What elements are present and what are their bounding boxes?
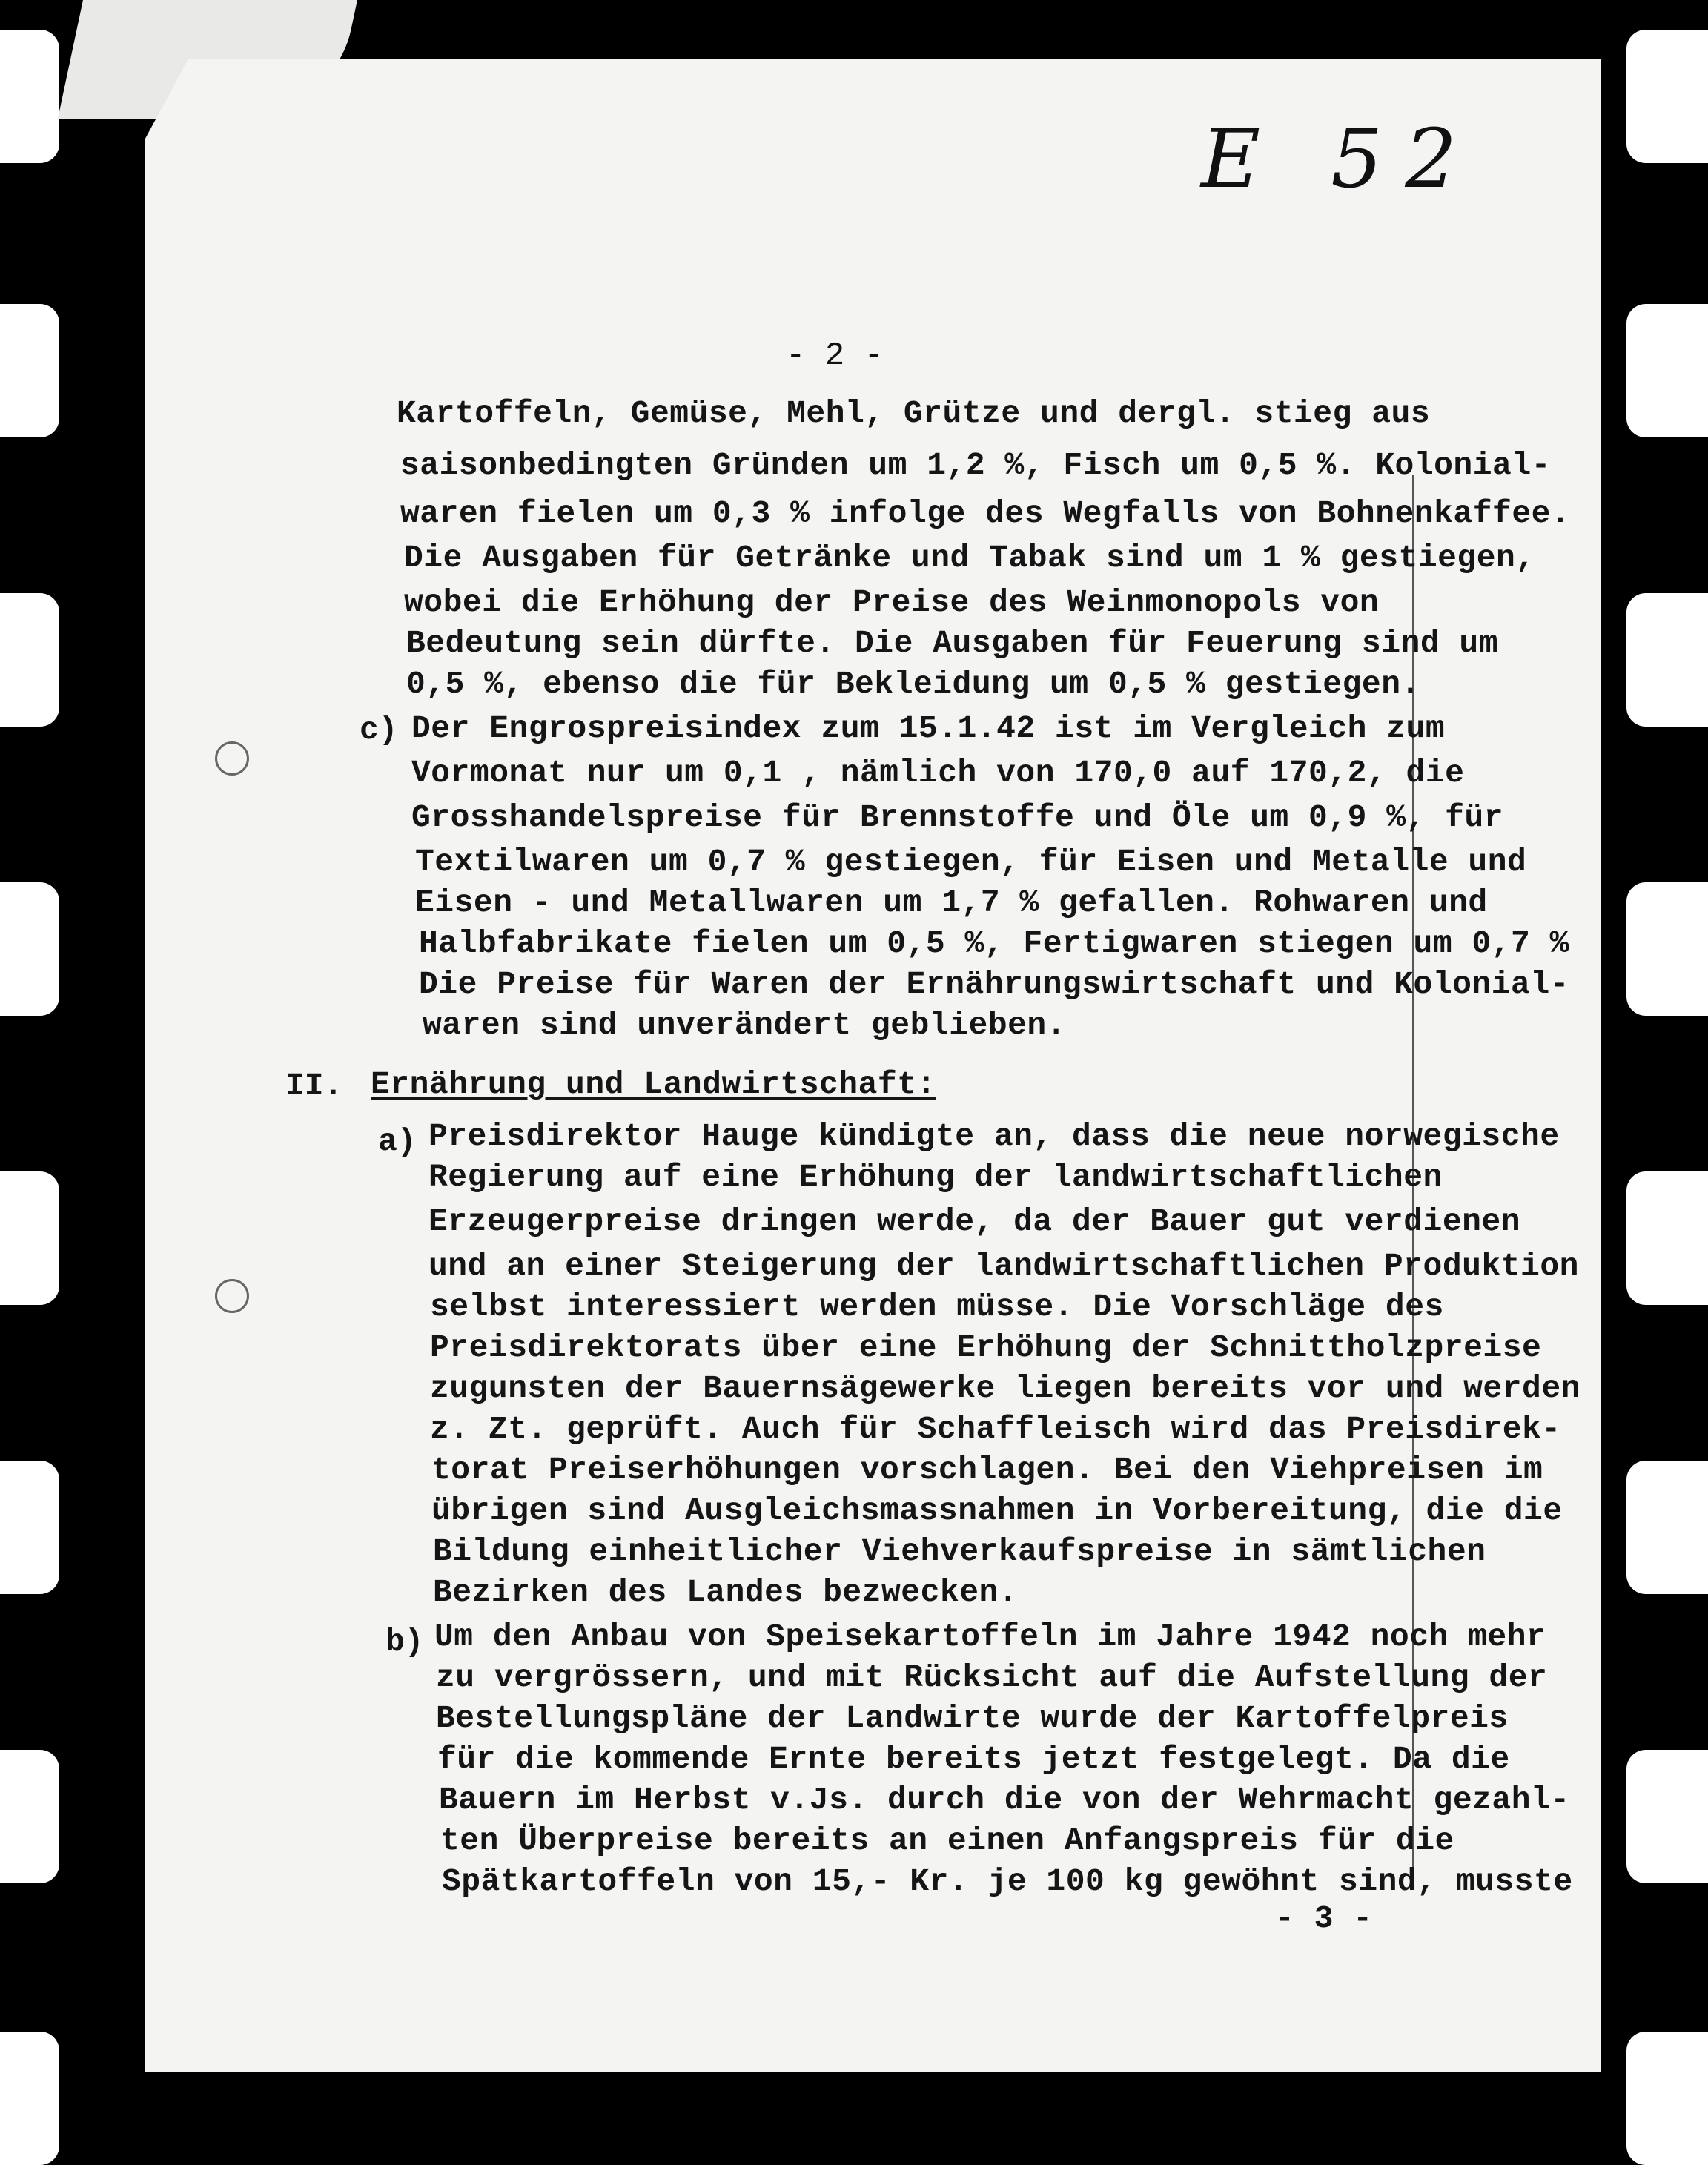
text-line: waren sind unverändert geblieben.: [423, 1007, 1067, 1043]
text-line: zu vergrössern, und mit Rücksicht auf die Aufstellung der: [436, 1659, 1548, 1696]
film-sprocket-hole: [0, 882, 59, 1016]
text-line: Eisen - und Metallwaren um 1,7 % gefallen. Rohwaren und: [415, 885, 1488, 921]
text-line: z. Zt. geprüft. Auch für Schaffleisch wird das Preisdirek-: [430, 1411, 1561, 1447]
item-marker-a: a): [378, 1123, 417, 1160]
film-sprocket-hole: [1626, 1461, 1708, 1594]
film-sprocket-hole: [0, 593, 59, 727]
film-sprocket-hole: [1626, 30, 1708, 163]
text-line: selbst interessiert werden müsse. Die Vorschläge des: [430, 1289, 1444, 1325]
item-marker-b: b): [385, 1624, 424, 1660]
text-line: Die Ausgaben für Getränke und Tabak sind um 1 % gestiegen,: [404, 540, 1535, 576]
text-line: für die kommende Ernte bereits jetzt festgelegt. Da die: [437, 1741, 1510, 1777]
film-sprocket-hole: [0, 30, 59, 163]
text-line: Bezirken des Landes bezwecken.: [433, 1574, 1019, 1610]
next-page-indicator: - 3 -: [1275, 1900, 1373, 1937]
film-sprocket-hole: [0, 1750, 59, 1883]
film-sprocket-hole: [1626, 1171, 1708, 1305]
text-line: ten Überpreise bereits an einen Anfangspreis für die: [440, 1822, 1454, 1859]
text-line: Kartoffeln, Gemüse, Mehl, Grütze und dergl. stieg aus: [397, 395, 1431, 432]
text-line: Um den Anbau von Speisekartoffeln im Jahre 1942 noch mehr: [434, 1619, 1546, 1655]
film-sprocket-hole: [0, 1461, 59, 1594]
film-sprocket-hole: [0, 1171, 59, 1305]
film-sprocket-hole: [1626, 304, 1708, 437]
text-line: übrigen sind Ausgleichsmassnahmen in Vorbereitung, die die: [431, 1493, 1563, 1529]
text-line: waren fielen um 0,3 % infolge des Wegfalls von Bohnenkaffee.: [400, 495, 1571, 532]
text-line: Grosshandelspreise für Brennstoffe und Öle um 0,9 %, für: [411, 799, 1504, 836]
section-heading: Ernährung und Landwirtschaft:: [371, 1066, 936, 1103]
film-sprocket-hole: [1626, 2032, 1708, 2165]
text-line: Vormonat nur um 0,1 , nämlich von 170,0 auf 170,2, die: [411, 755, 1465, 791]
archive-mark: E 52: [1201, 111, 1480, 206]
text-line: 0,5 %, ebenso die für Bekleidung um 0,5 % gestiegen.: [406, 666, 1420, 702]
section-number: II.: [285, 1068, 343, 1104]
text-line: saisonbedingten Gründen um 1,2 %, Fisch um 0,5 %. Kolonial-: [400, 447, 1551, 483]
text-line: Die Preise für Waren der Ernährungswirtschaft und Kolonial-: [419, 966, 1569, 1002]
film-sprocket-hole: [0, 2032, 59, 2165]
text-line: Textilwaren um 0,7 % gestiegen, für Eisen und Metalle und: [415, 844, 1527, 880]
item-marker-c: c): [360, 712, 398, 748]
text-line: torat Preiserhöhungen vorschlagen. Bei den Viehpreisen im: [431, 1452, 1543, 1488]
punch-hole: [215, 1279, 249, 1313]
page-number: - 2 -: [786, 337, 884, 374]
text-line: Bildung einheitlicher Viehverkaufspreise in sämtlichen: [433, 1533, 1486, 1570]
text-line: Bestellungspläne der Landwirte wurde der Kartoffelpreis: [436, 1700, 1509, 1736]
film-sprocket-hole: [1626, 882, 1708, 1016]
text-line: Spätkartoffeln von 15,- Kr. je 100 kg gewöhnt sind, musste: [442, 1863, 1573, 1900]
text-line: Regierung auf eine Erhöhung der landwirtschaftlichen: [428, 1159, 1443, 1195]
punch-hole: [215, 741, 249, 776]
text-line: wobei die Erhöhung der Preise des Weinmonopols von: [404, 584, 1380, 621]
text-line: Preisdirektorats über eine Erhöhung der Schnittholzpreise: [430, 1329, 1542, 1366]
film-sprocket-hole: [1626, 593, 1708, 727]
text-line: Bedeutung sein dürfte. Die Ausgaben für Feuerung sind um: [406, 625, 1499, 661]
text-line: Der Engrospreisindex zum 15.1.42 ist im Vergleich zum: [411, 710, 1446, 747]
text-line: und an einer Steigerung der landwirtschaftlichen Produktion: [428, 1248, 1579, 1284]
film-sprocket-hole: [1626, 1750, 1708, 1883]
film-sprocket-hole: [0, 304, 59, 437]
text-line: Halbfabrikate fielen um 0,5 %, Fertigwaren stiegen um 0,7 %: [419, 925, 1569, 962]
text-line: Bauern im Herbst v.Js. durch die von der Wehrmacht gezahl-: [439, 1782, 1570, 1818]
text-line: zugunsten der Bauernsägewerke liegen bereits vor und werden: [430, 1370, 1580, 1407]
text-line: Preisdirektor Hauge kündigte an, dass die neue norwegische: [428, 1118, 1560, 1154]
text-line: Erzeugerpreise dringen werde, da der Bauer gut verdienen: [428, 1203, 1521, 1240]
